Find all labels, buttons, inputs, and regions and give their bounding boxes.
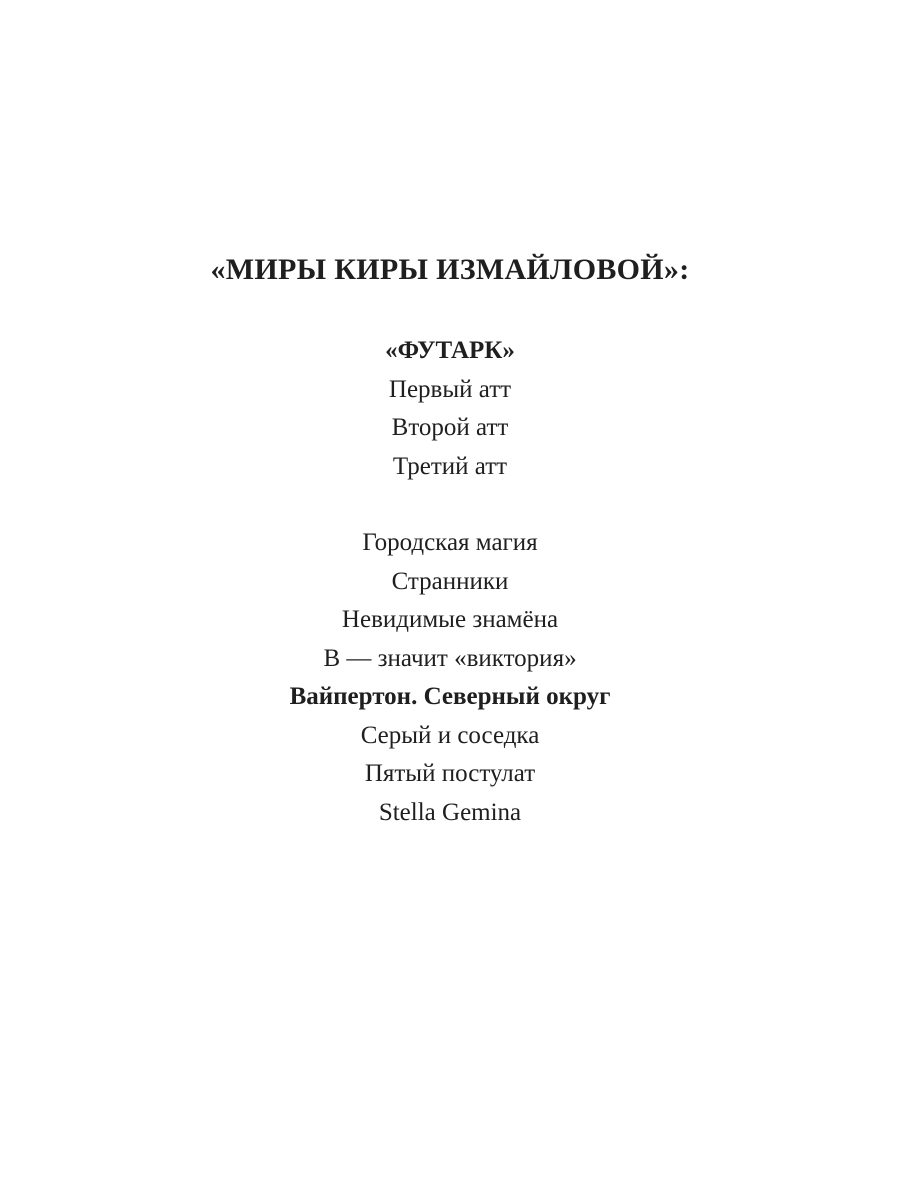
book-title: Stella Gemina bbox=[378, 798, 522, 826]
book-title: Городская магия bbox=[362, 529, 538, 556]
book-title: «ФУТАРК» bbox=[385, 337, 515, 364]
book-title: Второй атт bbox=[391, 414, 509, 441]
book-title: Третий атт bbox=[392, 452, 508, 480]
book-title: В — значит «виктория» bbox=[323, 644, 577, 672]
book-title: Первый атт bbox=[388, 375, 512, 403]
book-title: Невидимые знамёна bbox=[341, 606, 559, 633]
book-title: Странники bbox=[391, 567, 509, 595]
book-list bbox=[0, 332, 900, 832]
book-title: Вайпертон. Северный округ bbox=[289, 683, 611, 710]
series-title: «МИРЫ КИРЫ ИЗМАЙЛОВОЙ»: bbox=[210, 253, 690, 286]
book-title: Серый и соседка bbox=[360, 721, 540, 749]
list-spacer bbox=[0, 486, 900, 524]
book-title: Пятый постулат bbox=[364, 760, 536, 787]
